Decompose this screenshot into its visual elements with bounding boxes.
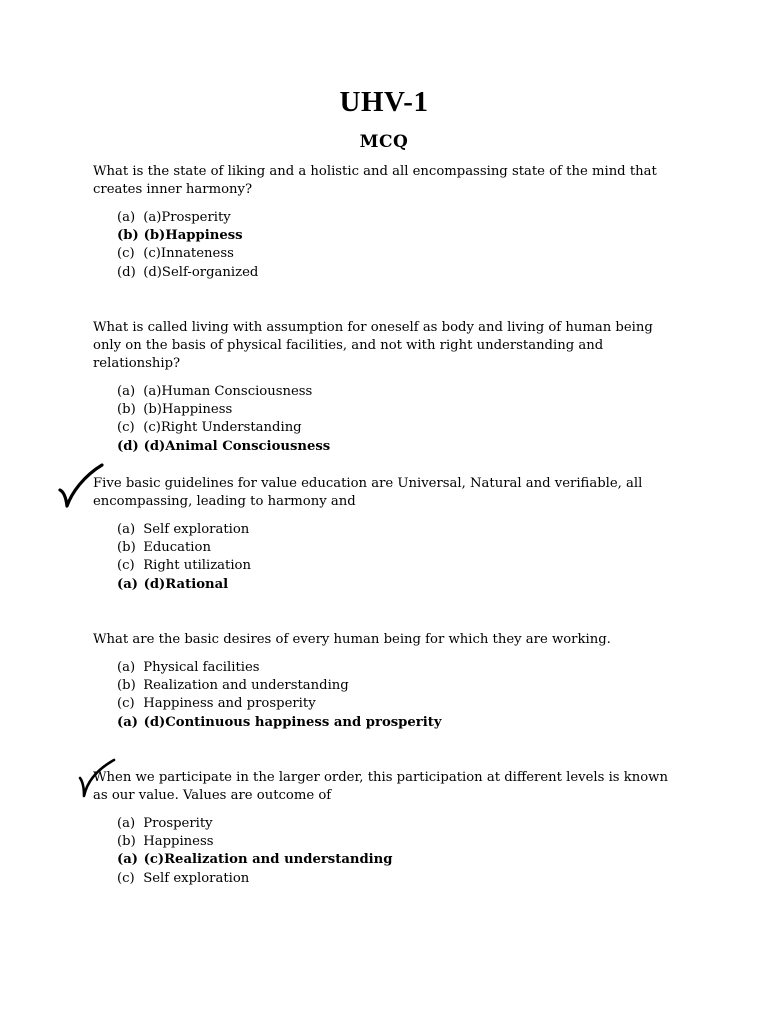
option-text: (c)Innateness — [143, 246, 234, 262]
option-b-correct — [117, 227, 673, 245]
option-text: Right utilization — [143, 558, 251, 574]
question-text: What are the basic desires of every human being for which they are working. — [93, 632, 611, 647]
option-a — [117, 521, 673, 539]
question-3 — [93, 475, 673, 594]
option-text: Self exploration — [143, 522, 250, 537]
option-letter: (a) — [117, 384, 136, 399]
option-letter: (b) — [117, 402, 136, 418]
document-subtitle: MCQ — [359, 132, 409, 152]
options-list — [93, 383, 673, 456]
options-list — [93, 209, 673, 282]
question-text: What is the state of liking and a holistic and all encompassing state of the mind that creates inner harmony? — [93, 164, 657, 197]
option-d — [117, 870, 673, 888]
option-text: (d)Continuous happiness and prosperity — [143, 714, 442, 730]
option-text: Education — [143, 540, 211, 556]
options-list — [93, 815, 673, 888]
option-letter: (a) — [117, 522, 136, 537]
option-c — [117, 419, 673, 437]
option-b — [117, 833, 673, 851]
option-text: (b)Happiness — [143, 228, 243, 244]
option-letter: (d) — [117, 438, 139, 454]
option-d-correct — [117, 576, 673, 594]
option-text: (c)Realization and understanding — [143, 852, 393, 868]
option-letter: (c) — [117, 870, 135, 886]
option-letter: (c) — [117, 420, 135, 436]
options-list — [93, 521, 673, 594]
option-letter: (c) — [117, 696, 135, 712]
option-letter: (b) — [117, 228, 139, 244]
option-a — [117, 815, 673, 833]
option-b — [117, 539, 673, 557]
option-text: (d)Self-organized — [143, 264, 259, 280]
option-letter: (a) — [117, 714, 139, 730]
option-c — [117, 245, 673, 263]
question-2 — [93, 319, 673, 456]
question-4 — [93, 631, 673, 732]
option-a — [117, 383, 673, 401]
option-c-correct — [117, 851, 673, 869]
question-5 — [93, 769, 673, 888]
option-letter: (a) — [117, 210, 136, 225]
option-b — [117, 677, 673, 695]
option-c — [117, 695, 673, 713]
option-d-correct — [117, 438, 673, 456]
option-text: (c)Right Understanding — [143, 420, 302, 436]
option-letter: (c) — [117, 558, 135, 574]
question-text: What is called living with assumption for oneself as body and living of human being only on the basis of physical facilities, and not with right understanding and relationship? — [93, 320, 653, 371]
option-text: (d)Rational — [143, 576, 229, 592]
option-text: (a)Prosperity — [143, 210, 231, 225]
option-text: (a)Human Consciousness — [143, 384, 313, 399]
document-title: UHV-1 — [339, 86, 429, 118]
option-letter: (a) — [117, 852, 139, 868]
option-letter: (a) — [117, 576, 139, 592]
option-a — [117, 209, 673, 227]
option-text: Self exploration — [143, 870, 250, 886]
option-letter: (b) — [117, 678, 136, 694]
option-letter: (b) — [117, 834, 136, 850]
option-text: Prosperity — [143, 816, 213, 831]
option-c — [117, 557, 673, 575]
option-a — [117, 659, 673, 677]
option-b — [117, 401, 673, 419]
option-letter: (a) — [117, 660, 136, 675]
option-text: Happiness and prosperity — [143, 696, 316, 712]
option-text: Physical facilities — [143, 660, 260, 675]
question-1 — [93, 163, 673, 282]
option-d-correct — [117, 714, 673, 732]
options-list — [93, 659, 673, 732]
option-text: (d)Animal Consciousness — [143, 438, 331, 454]
option-d — [117, 264, 673, 282]
question-text: When we participate in the larger order, this participation at different levels is known as our value. Values are outcome of — [93, 770, 668, 803]
option-text: (b)Happiness — [143, 402, 233, 418]
option-letter: (a) — [117, 816, 136, 831]
option-text: Happiness — [143, 834, 214, 850]
question-text: Five basic guidelines for value education are Universal, Natural and verifiable, all encompassing, leading to harmony and — [93, 476, 643, 509]
option-letter: (b) — [117, 540, 136, 556]
option-letter: (c) — [117, 246, 135, 262]
option-letter: (d) — [117, 264, 136, 280]
option-text: Realization and understanding — [143, 678, 349, 694]
